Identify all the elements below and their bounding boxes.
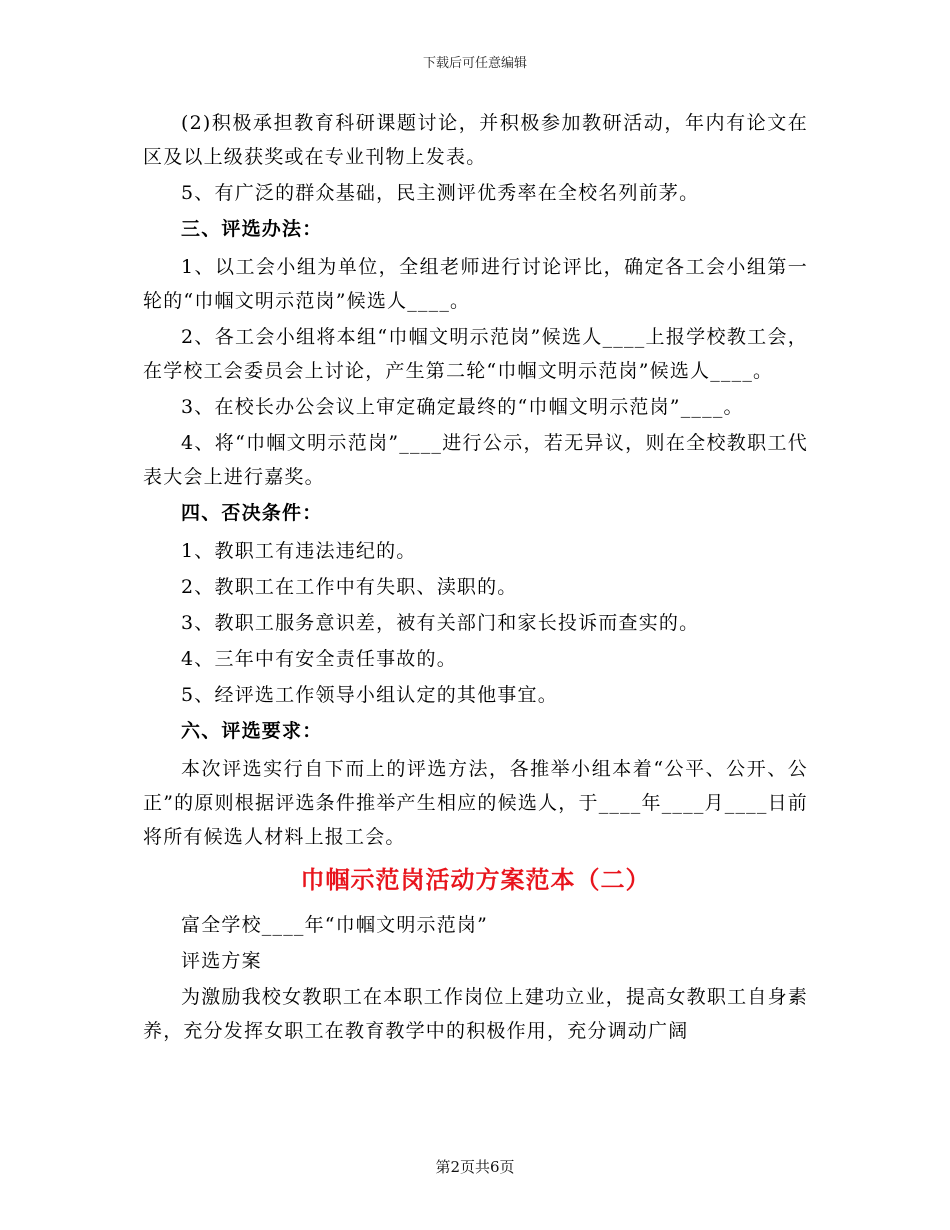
paragraph-item-criteria-2: (2)积极承担教育科研课题讨论，并积极参加教研活动，年内有论文在区及以上级获奖或在专业刊物上发表。: [143, 112, 808, 168]
paragraph-intro: 为激励我校女教职工在本职工作岗位上建功立业，提高女教职工自身素养，充分发挥女职工在教育教学中的积极作用，充分调动广阔: [143, 986, 808, 1042]
paragraph-school-year: 富全学校____年“巾帼文明示范岗”: [181, 914, 489, 936]
paragraph-plan-label: 评选方案: [181, 950, 262, 972]
paragraph-item-criteria-5: 5、有广泛的群众基础，民主测评优秀率在全校名列前茅。: [181, 182, 700, 204]
paragraph-method-3: 3、在校长办公会议上审定确定最终的“巾帼文明示范岗”____。: [181, 396, 744, 418]
page-footer: 第2页共6页: [435, 1158, 515, 1176]
section-title: 巾帼示范岗活动方案范本（二）: [300, 866, 651, 894]
section-heading-method: 三、评选办法：: [181, 218, 323, 240]
document-body: [143, 106, 808, 1050]
paragraph-veto-1: 1、教职工有违法违纪的。: [181, 540, 417, 562]
paragraph-veto-5: 5、经评选工作领导小组认定的其他事宜。: [181, 684, 558, 706]
paragraph-veto-2: 2、教职工在工作中有失职、渎职的。: [181, 576, 518, 598]
section-heading-requirements: 六、评选要求：: [181, 720, 323, 742]
paragraph-requirements: 本次评选实行自下而上的评选方法，各推举小组本着“公平、公开、公正”的原则根据评选条件推举产生相应的候选人，于____年____月____日前将所有候选人材料上报工会。: [143, 758, 808, 848]
section-heading-veto: 四、否决条件：: [181, 502, 323, 524]
paragraph-method-2: 2、各工会小组将本组“巾帼文明示范岗”候选人____上报学校教工会，在学校工会委员会上讨论，产生第二轮“巾帼文明示范岗”候选人____。: [143, 326, 808, 382]
paragraph-method-1: 1、以工会小组为单位，全组老师进行讨论评比，确定各工会小组第一轮的“巾帼文明示范岗”候选人____。: [143, 256, 808, 312]
paragraph-veto-3: 3、教职工服务意识差，被有关部门和家长投诉而查实的。: [181, 612, 700, 634]
paragraph-method-4: 4、将“巾帼文明示范岗”____进行公示，若无异议，则在全校教职工代表大会上进行嘉奖。: [143, 432, 808, 488]
page-header: 下载后可任意编辑: [422, 56, 527, 71]
paragraph-veto-4: 4、三年中有安全责任事故的。: [181, 648, 457, 670]
